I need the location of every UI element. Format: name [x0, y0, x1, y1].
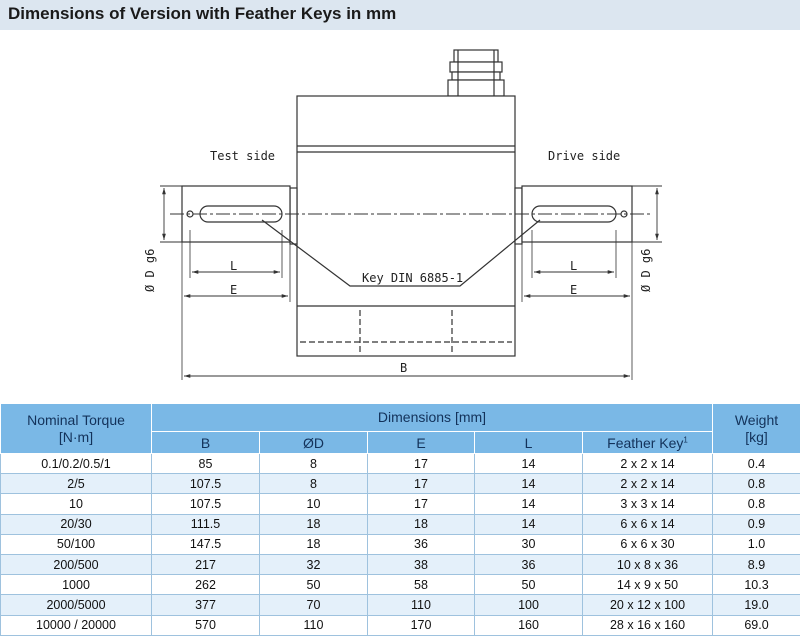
l-cell: 30	[475, 534, 583, 554]
table-row	[1, 454, 800, 474]
l-label-left: L	[230, 259, 238, 273]
feather-key-cell: 2 x 2 x 14	[583, 454, 713, 474]
b-cell: 111.5	[152, 514, 260, 534]
d-cell: 70	[260, 595, 368, 615]
l-cell: 14	[475, 514, 583, 534]
table-row	[1, 494, 800, 514]
torque-cell: 10	[1, 494, 152, 514]
b-cell: 262	[152, 575, 260, 595]
weight-cell: 0.4	[713, 454, 800, 474]
weight-cell: 69.0	[713, 615, 800, 635]
key-label: Key DIN 6885-1	[362, 271, 464, 285]
d-label-left: Ø D g6	[143, 248, 157, 292]
col-header-d: ØD	[260, 432, 368, 454]
e-cell: 36	[368, 534, 475, 554]
col-header-e: E	[368, 432, 475, 454]
d-cell: 32	[260, 554, 368, 574]
l-cell: 160	[475, 615, 583, 635]
dimensions-header: Dimensions [mm]	[152, 404, 713, 432]
col-header-b: B	[152, 432, 260, 454]
feather-key-cell: 28 x 16 x 160	[583, 615, 713, 635]
test-side-label: Test side	[210, 149, 276, 163]
feather-key-cell: 2 x 2 x 14	[583, 474, 713, 494]
feather-key-cell: 3 x 3 x 14	[583, 494, 713, 514]
b-cell: 377	[152, 595, 260, 615]
page-title: Dimensions of Version with Feather Keys in mm	[8, 4, 397, 23]
torque-cell: 50/100	[1, 534, 152, 554]
d-label-right: Ø D g6	[639, 248, 653, 292]
table-row	[1, 615, 800, 635]
l-cell: 14	[475, 474, 583, 494]
d-cell: 8	[260, 454, 368, 474]
e-cell: 38	[368, 554, 475, 574]
weight-label: Weight	[734, 411, 779, 428]
e-cell: 18	[368, 514, 475, 534]
feather-key-cell: 10 x 8 x 36	[583, 554, 713, 574]
d-cell: 50	[260, 575, 368, 595]
b-cell: 570	[152, 615, 260, 635]
table-row	[1, 474, 800, 494]
d-cell: 18	[260, 514, 368, 534]
feather-key-cell: 14 x 9 x 50	[583, 575, 713, 595]
l-cell: 36	[475, 554, 583, 574]
l-cell: 14	[475, 454, 583, 474]
torque-cell: 2/5	[1, 474, 152, 494]
e-cell: 17	[368, 494, 475, 514]
b-cell: 217	[152, 554, 260, 574]
e-cell: 17	[368, 454, 475, 474]
weight-cell: 10.3	[713, 575, 800, 595]
l-label-right: L	[570, 259, 578, 273]
weight-header	[713, 404, 800, 454]
weight-cell: 0.8	[713, 494, 800, 514]
connector	[448, 50, 504, 96]
table-row	[1, 514, 800, 534]
feather-key-label: Feather Key	[607, 434, 684, 451]
table-row	[1, 575, 800, 595]
b-cell: 85	[152, 454, 260, 474]
l-cell: 14	[475, 494, 583, 514]
table-row	[1, 554, 800, 574]
nominal-torque-label: Nominal Torque	[27, 411, 125, 428]
housing-body	[297, 96, 515, 356]
torque-cell: 20/30	[1, 514, 152, 534]
feather-key-cell: 20 x 12 x 100	[583, 595, 713, 615]
d-cell: 18	[260, 534, 368, 554]
b-cell: 107.5	[152, 474, 260, 494]
b-cell: 107.5	[152, 494, 260, 514]
weight-cell: 1.0	[713, 534, 800, 554]
drawing-svg	[0, 30, 800, 402]
col-header-l: L	[475, 432, 583, 454]
e-cell: 58	[368, 575, 475, 595]
left-flange	[290, 188, 297, 244]
e-label-right: E	[570, 283, 578, 297]
table-row	[1, 534, 800, 554]
torque-cell: 2000/5000	[1, 595, 152, 615]
weight-cell: 8.9	[713, 554, 800, 574]
weight-cell: 0.8	[713, 474, 800, 494]
torque-cell: 200/500	[1, 554, 152, 574]
drive-side-label: Drive side	[548, 149, 621, 163]
torque-cell: 10000 / 20000	[1, 615, 152, 635]
e-label-left: E	[230, 283, 238, 297]
l-cell: 50	[475, 575, 583, 595]
nominal-torque-header	[1, 404, 152, 454]
col-header-feather-key	[583, 432, 713, 454]
b-label: B	[400, 361, 408, 375]
d-cell: 10	[260, 494, 368, 514]
weight-cell: 19.0	[713, 595, 800, 615]
b-cell: 147.5	[152, 534, 260, 554]
e-cell: 170	[368, 615, 475, 635]
l-cell: 100	[475, 595, 583, 615]
table-body	[1, 454, 800, 636]
e-cell: 110	[368, 595, 475, 615]
weight-unit: [kg]	[745, 428, 768, 445]
nominal-torque-unit: [N·m]	[58, 428, 94, 445]
technical-drawing	[0, 30, 800, 402]
table-row	[1, 595, 800, 615]
feather-key-footnote: 1	[683, 434, 688, 444]
dimensions-table	[0, 403, 800, 636]
e-cell: 17	[368, 474, 475, 494]
title-bar	[0, 0, 800, 30]
torque-cell: 0.1/0.2/0.5/1	[1, 454, 152, 474]
d-cell: 8	[260, 474, 368, 494]
weight-cell: 0.9	[713, 514, 800, 534]
d-cell: 110	[260, 615, 368, 635]
feather-key-cell: 6 x 6 x 30	[583, 534, 713, 554]
torque-cell: 1000	[1, 575, 152, 595]
feather-key-cell: 6 x 6 x 14	[583, 514, 713, 534]
